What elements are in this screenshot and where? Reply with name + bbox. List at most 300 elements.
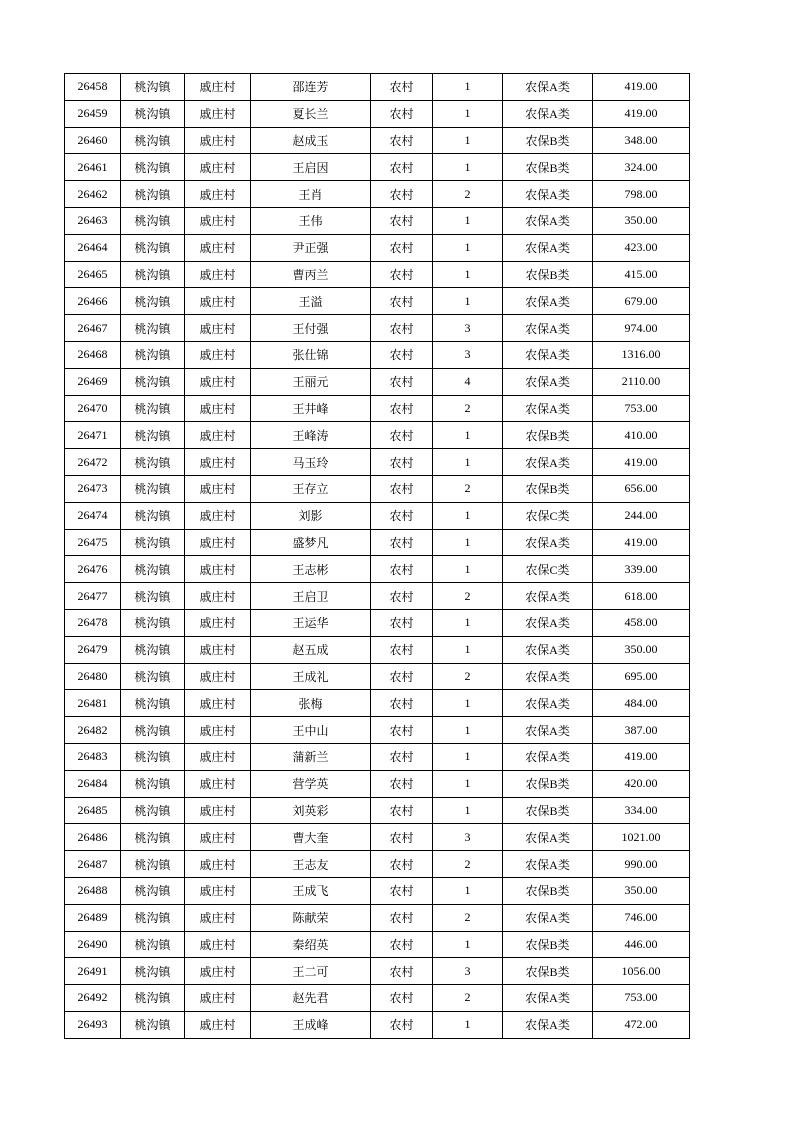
cell-amount: 1021.00 xyxy=(593,824,690,851)
cell-type: 农村 xyxy=(371,529,433,556)
cell-amount: 484.00 xyxy=(593,690,690,717)
table-row xyxy=(65,368,690,395)
cell-town: 桃沟镇 xyxy=(121,1011,185,1038)
cell-category: 农保B类 xyxy=(503,422,593,449)
table-row xyxy=(65,502,690,529)
cell-id: 26478 xyxy=(65,609,121,636)
cell-type: 农村 xyxy=(371,154,433,181)
cell-count: 1 xyxy=(433,100,503,127)
cell-count: 2 xyxy=(433,985,503,1012)
cell-name: 赵五成 xyxy=(251,636,371,663)
cell-name: 刘英彩 xyxy=(251,797,371,824)
table-body xyxy=(65,74,690,1039)
cell-name: 王丽元 xyxy=(251,368,371,395)
cell-count: 3 xyxy=(433,824,503,851)
cell-category: 农保A类 xyxy=(503,395,593,422)
table-row xyxy=(65,985,690,1012)
cell-name: 王中山 xyxy=(251,717,371,744)
table-row xyxy=(65,636,690,663)
cell-name: 王存立 xyxy=(251,475,371,502)
cell-amount: 472.00 xyxy=(593,1011,690,1038)
cell-id: 26489 xyxy=(65,904,121,931)
cell-id: 26462 xyxy=(65,181,121,208)
cell-name: 邵连芳 xyxy=(251,74,371,101)
cell-village: 戚庄村 xyxy=(185,234,251,261)
cell-id: 26473 xyxy=(65,475,121,502)
cell-category: 农保A类 xyxy=(503,609,593,636)
cell-name: 张仕锦 xyxy=(251,341,371,368)
cell-id: 26466 xyxy=(65,288,121,315)
cell-type: 农村 xyxy=(371,851,433,878)
table-row xyxy=(65,743,690,770)
cell-type: 农村 xyxy=(371,877,433,904)
cell-village: 戚庄村 xyxy=(185,261,251,288)
cell-category: 农保A类 xyxy=(503,663,593,690)
cell-category: 农保A类 xyxy=(503,636,593,663)
cell-village: 戚庄村 xyxy=(185,449,251,476)
cell-village: 戚庄村 xyxy=(185,904,251,931)
cell-village: 戚庄村 xyxy=(185,74,251,101)
cell-type: 农村 xyxy=(371,449,433,476)
benefits-table xyxy=(64,73,690,1039)
cell-name: 王伟 xyxy=(251,207,371,234)
cell-town: 桃沟镇 xyxy=(121,556,185,583)
cell-village: 戚庄村 xyxy=(185,395,251,422)
cell-name: 王二可 xyxy=(251,958,371,985)
cell-amount: 348.00 xyxy=(593,127,690,154)
cell-type: 农村 xyxy=(371,931,433,958)
cell-town: 桃沟镇 xyxy=(121,877,185,904)
table-row xyxy=(65,475,690,502)
cell-id: 26486 xyxy=(65,824,121,851)
cell-town: 桃沟镇 xyxy=(121,234,185,261)
cell-town: 桃沟镇 xyxy=(121,851,185,878)
cell-town: 桃沟镇 xyxy=(121,368,185,395)
cell-type: 农村 xyxy=(371,368,433,395)
table-row xyxy=(65,770,690,797)
cell-type: 农村 xyxy=(371,341,433,368)
table-row xyxy=(65,1011,690,1038)
table-row xyxy=(65,74,690,101)
cell-town: 桃沟镇 xyxy=(121,502,185,529)
cell-category: 农保A类 xyxy=(503,368,593,395)
cell-name: 盛梦凡 xyxy=(251,529,371,556)
cell-name: 刘影 xyxy=(251,502,371,529)
cell-amount: 679.00 xyxy=(593,288,690,315)
cell-village: 戚庄村 xyxy=(185,1011,251,1038)
cell-id: 26493 xyxy=(65,1011,121,1038)
cell-town: 桃沟镇 xyxy=(121,663,185,690)
cell-name: 陈献荣 xyxy=(251,904,371,931)
cell-town: 桃沟镇 xyxy=(121,770,185,797)
cell-town: 桃沟镇 xyxy=(121,475,185,502)
cell-category: 农保A类 xyxy=(503,100,593,127)
cell-amount: 419.00 xyxy=(593,529,690,556)
cell-town: 桃沟镇 xyxy=(121,100,185,127)
cell-type: 农村 xyxy=(371,288,433,315)
cell-category: 农保A类 xyxy=(503,743,593,770)
cell-village: 戚庄村 xyxy=(185,475,251,502)
cell-count: 2 xyxy=(433,851,503,878)
cell-town: 桃沟镇 xyxy=(121,422,185,449)
table-row xyxy=(65,315,690,342)
cell-type: 农村 xyxy=(371,395,433,422)
cell-village: 戚庄村 xyxy=(185,797,251,824)
cell-type: 农村 xyxy=(371,663,433,690)
cell-amount: 324.00 xyxy=(593,154,690,181)
cell-type: 农村 xyxy=(371,824,433,851)
cell-id: 26465 xyxy=(65,261,121,288)
cell-count: 3 xyxy=(433,341,503,368)
cell-id: 26467 xyxy=(65,315,121,342)
cell-type: 农村 xyxy=(371,234,433,261)
cell-town: 桃沟镇 xyxy=(121,395,185,422)
cell-name: 马玉玲 xyxy=(251,449,371,476)
cell-category: 农保A类 xyxy=(503,717,593,744)
table-row xyxy=(65,449,690,476)
cell-category: 农保A类 xyxy=(503,583,593,610)
cell-village: 戚庄村 xyxy=(185,127,251,154)
cell-town: 桃沟镇 xyxy=(121,609,185,636)
cell-amount: 695.00 xyxy=(593,663,690,690)
cell-category: 农保A类 xyxy=(503,288,593,315)
cell-town: 桃沟镇 xyxy=(121,154,185,181)
cell-town: 桃沟镇 xyxy=(121,717,185,744)
cell-amount: 656.00 xyxy=(593,475,690,502)
cell-amount: 244.00 xyxy=(593,502,690,529)
table-row xyxy=(65,851,690,878)
cell-id: 26477 xyxy=(65,583,121,610)
cell-id: 26464 xyxy=(65,234,121,261)
cell-count: 1 xyxy=(433,234,503,261)
cell-count: 1 xyxy=(433,127,503,154)
table-row xyxy=(65,288,690,315)
cell-type: 农村 xyxy=(371,422,433,449)
table-row xyxy=(65,127,690,154)
table-row xyxy=(65,556,690,583)
cell-name: 蒲新兰 xyxy=(251,743,371,770)
cell-name: 王成礼 xyxy=(251,663,371,690)
cell-count: 1 xyxy=(433,288,503,315)
cell-count: 1 xyxy=(433,1011,503,1038)
cell-id: 26470 xyxy=(65,395,121,422)
cell-count: 1 xyxy=(433,556,503,583)
cell-town: 桃沟镇 xyxy=(121,181,185,208)
cell-count: 1 xyxy=(433,770,503,797)
cell-town: 桃沟镇 xyxy=(121,74,185,101)
cell-type: 农村 xyxy=(371,261,433,288)
cell-count: 3 xyxy=(433,315,503,342)
cell-category: 农保A类 xyxy=(503,824,593,851)
cell-id: 26483 xyxy=(65,743,121,770)
cell-town: 桃沟镇 xyxy=(121,207,185,234)
cell-amount: 618.00 xyxy=(593,583,690,610)
cell-village: 戚庄村 xyxy=(185,851,251,878)
table-row xyxy=(65,717,690,744)
cell-amount: 753.00 xyxy=(593,985,690,1012)
table-row xyxy=(65,609,690,636)
cell-village: 戚庄村 xyxy=(185,609,251,636)
cell-id: 26479 xyxy=(65,636,121,663)
table-row xyxy=(65,690,690,717)
cell-count: 4 xyxy=(433,368,503,395)
cell-category: 农保B类 xyxy=(503,127,593,154)
cell-count: 1 xyxy=(433,931,503,958)
cell-village: 戚庄村 xyxy=(185,529,251,556)
cell-count: 2 xyxy=(433,181,503,208)
table-row xyxy=(65,824,690,851)
table-row xyxy=(65,529,690,556)
cell-count: 1 xyxy=(433,502,503,529)
cell-town: 桃沟镇 xyxy=(121,824,185,851)
cell-name: 王志友 xyxy=(251,851,371,878)
cell-type: 农村 xyxy=(371,636,433,663)
cell-id: 26491 xyxy=(65,958,121,985)
cell-type: 农村 xyxy=(371,904,433,931)
cell-village: 戚庄村 xyxy=(185,958,251,985)
cell-count: 1 xyxy=(433,636,503,663)
cell-name: 王成飞 xyxy=(251,877,371,904)
cell-id: 26481 xyxy=(65,690,121,717)
cell-village: 戚庄村 xyxy=(185,422,251,449)
table-row xyxy=(65,181,690,208)
cell-id: 26458 xyxy=(65,74,121,101)
cell-id: 26485 xyxy=(65,797,121,824)
cell-amount: 1316.00 xyxy=(593,341,690,368)
cell-id: 26488 xyxy=(65,877,121,904)
cell-type: 农村 xyxy=(371,502,433,529)
cell-type: 农村 xyxy=(371,743,433,770)
cell-type: 农村 xyxy=(371,609,433,636)
cell-count: 1 xyxy=(433,74,503,101)
table-row xyxy=(65,154,690,181)
cell-name: 曹丙兰 xyxy=(251,261,371,288)
table-row xyxy=(65,877,690,904)
table-row xyxy=(65,583,690,610)
cell-name: 王溢 xyxy=(251,288,371,315)
cell-amount: 419.00 xyxy=(593,74,690,101)
cell-name: 赵成玉 xyxy=(251,127,371,154)
cell-count: 2 xyxy=(433,583,503,610)
cell-village: 戚庄村 xyxy=(185,315,251,342)
cell-amount: 339.00 xyxy=(593,556,690,583)
cell-category: 农保B类 xyxy=(503,154,593,181)
cell-name: 尹正强 xyxy=(251,234,371,261)
cell-town: 桃沟镇 xyxy=(121,743,185,770)
cell-village: 戚庄村 xyxy=(185,877,251,904)
cell-category: 农保B类 xyxy=(503,797,593,824)
cell-type: 农村 xyxy=(371,770,433,797)
cell-village: 戚庄村 xyxy=(185,583,251,610)
cell-count: 1 xyxy=(433,529,503,556)
cell-town: 桃沟镇 xyxy=(121,341,185,368)
cell-count: 2 xyxy=(433,663,503,690)
cell-name: 王启因 xyxy=(251,154,371,181)
cell-amount: 2110.00 xyxy=(593,368,690,395)
cell-name: 王成峰 xyxy=(251,1011,371,1038)
cell-type: 农村 xyxy=(371,1011,433,1038)
cell-name: 秦绍英 xyxy=(251,931,371,958)
cell-id: 26475 xyxy=(65,529,121,556)
cell-category: 农保B类 xyxy=(503,877,593,904)
cell-village: 戚庄村 xyxy=(185,663,251,690)
cell-town: 桃沟镇 xyxy=(121,958,185,985)
table-row xyxy=(65,100,690,127)
cell-category: 农保B类 xyxy=(503,261,593,288)
cell-name: 营学英 xyxy=(251,770,371,797)
cell-category: 农保A类 xyxy=(503,181,593,208)
cell-name: 王峰涛 xyxy=(251,422,371,449)
cell-village: 戚庄村 xyxy=(185,717,251,744)
cell-id: 26492 xyxy=(65,985,121,1012)
cell-amount: 420.00 xyxy=(593,770,690,797)
cell-category: 农保A类 xyxy=(503,207,593,234)
cell-category: 农保B类 xyxy=(503,958,593,985)
cell-village: 戚庄村 xyxy=(185,636,251,663)
cell-id: 26490 xyxy=(65,931,121,958)
cell-count: 1 xyxy=(433,207,503,234)
cell-category: 农保A类 xyxy=(503,529,593,556)
cell-town: 桃沟镇 xyxy=(121,931,185,958)
cell-name: 赵先君 xyxy=(251,985,371,1012)
cell-type: 农村 xyxy=(371,181,433,208)
cell-category: 农保C类 xyxy=(503,556,593,583)
cell-category: 农保B类 xyxy=(503,475,593,502)
cell-amount: 387.00 xyxy=(593,717,690,744)
cell-town: 桃沟镇 xyxy=(121,529,185,556)
cell-id: 26476 xyxy=(65,556,121,583)
cell-category: 农保B类 xyxy=(503,931,593,958)
cell-amount: 974.00 xyxy=(593,315,690,342)
cell-village: 戚庄村 xyxy=(185,288,251,315)
cell-amount: 746.00 xyxy=(593,904,690,931)
cell-village: 戚庄村 xyxy=(185,556,251,583)
cell-category: 农保A类 xyxy=(503,851,593,878)
cell-amount: 423.00 xyxy=(593,234,690,261)
cell-town: 桃沟镇 xyxy=(121,261,185,288)
cell-id: 26471 xyxy=(65,422,121,449)
cell-type: 农村 xyxy=(371,315,433,342)
cell-town: 桃沟镇 xyxy=(121,449,185,476)
cell-amount: 415.00 xyxy=(593,261,690,288)
cell-amount: 419.00 xyxy=(593,100,690,127)
cell-type: 农村 xyxy=(371,717,433,744)
cell-amount: 419.00 xyxy=(593,743,690,770)
cell-count: 1 xyxy=(433,154,503,181)
cell-id: 26468 xyxy=(65,341,121,368)
cell-type: 农村 xyxy=(371,583,433,610)
cell-village: 戚庄村 xyxy=(185,154,251,181)
table-row xyxy=(65,422,690,449)
cell-id: 26484 xyxy=(65,770,121,797)
cell-village: 戚庄村 xyxy=(185,743,251,770)
cell-count: 1 xyxy=(433,449,503,476)
cell-name: 王运华 xyxy=(251,609,371,636)
cell-category: 农保A类 xyxy=(503,341,593,368)
cell-name: 王肖 xyxy=(251,181,371,208)
cell-name: 王付强 xyxy=(251,315,371,342)
cell-category: 农保A类 xyxy=(503,985,593,1012)
cell-count: 1 xyxy=(433,422,503,449)
cell-id: 26487 xyxy=(65,851,121,878)
cell-type: 农村 xyxy=(371,690,433,717)
cell-id: 26472 xyxy=(65,449,121,476)
cell-amount: 350.00 xyxy=(593,877,690,904)
cell-category: 农保B类 xyxy=(503,770,593,797)
cell-count: 1 xyxy=(433,690,503,717)
cell-count: 1 xyxy=(433,261,503,288)
cell-name: 王井峰 xyxy=(251,395,371,422)
cell-type: 农村 xyxy=(371,207,433,234)
cell-count: 2 xyxy=(433,475,503,502)
cell-town: 桃沟镇 xyxy=(121,636,185,663)
cell-town: 桃沟镇 xyxy=(121,288,185,315)
cell-category: 农保A类 xyxy=(503,1011,593,1038)
cell-village: 戚庄村 xyxy=(185,690,251,717)
cell-village: 戚庄村 xyxy=(185,985,251,1012)
cell-type: 农村 xyxy=(371,74,433,101)
cell-category: 农保A类 xyxy=(503,449,593,476)
cell-category: 农保A类 xyxy=(503,315,593,342)
table-row xyxy=(65,395,690,422)
cell-village: 戚庄村 xyxy=(185,931,251,958)
cell-type: 农村 xyxy=(371,556,433,583)
cell-category: 农保A类 xyxy=(503,904,593,931)
cell-name: 张梅 xyxy=(251,690,371,717)
cell-count: 1 xyxy=(433,717,503,744)
cell-amount: 334.00 xyxy=(593,797,690,824)
cell-town: 桃沟镇 xyxy=(121,797,185,824)
table-row xyxy=(65,207,690,234)
table-row xyxy=(65,797,690,824)
table-row xyxy=(65,904,690,931)
cell-town: 桃沟镇 xyxy=(121,690,185,717)
cell-amount: 419.00 xyxy=(593,449,690,476)
cell-id: 26459 xyxy=(65,100,121,127)
cell-village: 戚庄村 xyxy=(185,824,251,851)
table-row xyxy=(65,234,690,261)
cell-category: 农保A类 xyxy=(503,690,593,717)
cell-amount: 410.00 xyxy=(593,422,690,449)
cell-count: 3 xyxy=(433,958,503,985)
cell-amount: 1056.00 xyxy=(593,958,690,985)
table-row xyxy=(65,958,690,985)
cell-type: 农村 xyxy=(371,985,433,1012)
cell-village: 戚庄村 xyxy=(185,207,251,234)
cell-village: 戚庄村 xyxy=(185,770,251,797)
cell-amount: 798.00 xyxy=(593,181,690,208)
cell-village: 戚庄村 xyxy=(185,341,251,368)
cell-id: 26461 xyxy=(65,154,121,181)
cell-category: 农保A类 xyxy=(503,74,593,101)
cell-count: 2 xyxy=(433,395,503,422)
cell-town: 桃沟镇 xyxy=(121,583,185,610)
cell-amount: 446.00 xyxy=(593,931,690,958)
cell-town: 桃沟镇 xyxy=(121,315,185,342)
cell-id: 26474 xyxy=(65,502,121,529)
cell-town: 桃沟镇 xyxy=(121,985,185,1012)
cell-amount: 350.00 xyxy=(593,207,690,234)
cell-amount: 350.00 xyxy=(593,636,690,663)
cell-amount: 990.00 xyxy=(593,851,690,878)
cell-village: 戚庄村 xyxy=(185,181,251,208)
cell-town: 桃沟镇 xyxy=(121,904,185,931)
cell-type: 农村 xyxy=(371,797,433,824)
cell-name: 王志彬 xyxy=(251,556,371,583)
cell-amount: 753.00 xyxy=(593,395,690,422)
cell-town: 桃沟镇 xyxy=(121,127,185,154)
cell-count: 1 xyxy=(433,609,503,636)
